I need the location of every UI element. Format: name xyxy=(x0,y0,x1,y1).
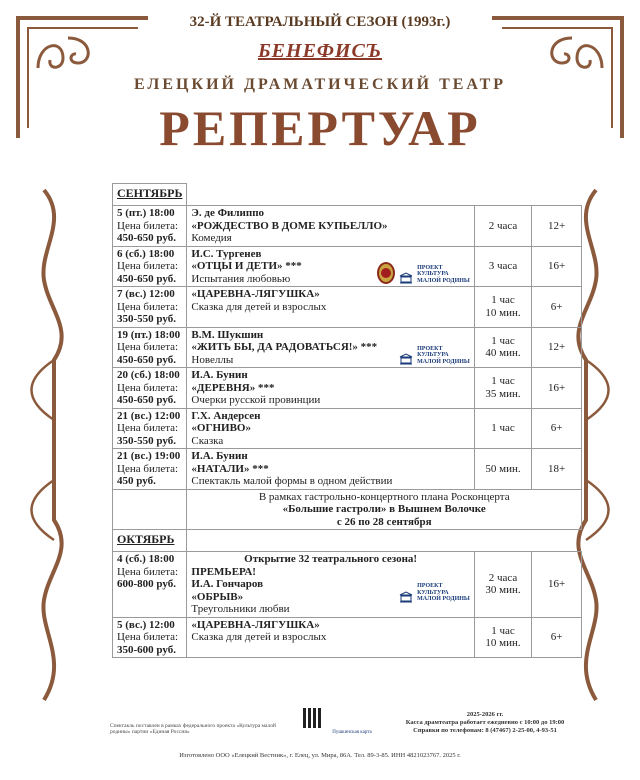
date-cell: 19 (пт.) 18:00 Цена билета: 450-650 руб. xyxy=(113,327,187,368)
date-cell: 20 (сб.) 18:00 Цена билета: 450-650 руб. xyxy=(113,368,187,409)
month-label-september: СЕНТЯБРЬ xyxy=(113,184,187,206)
season-heading: 32-Й ТЕАТРАЛЬНЫЙ СЕЗОН (1993г.) xyxy=(189,14,451,30)
date-cell: 5 (вс.) 12:00 Цена билета: 350-600 руб. xyxy=(113,617,187,658)
age-cell: 16+ xyxy=(532,246,582,287)
table-row xyxy=(113,408,582,449)
age-cell: 6+ xyxy=(532,408,582,449)
table-row xyxy=(113,368,582,409)
duration-cell: 2 часа xyxy=(474,206,531,247)
age-cell: 18+ xyxy=(532,449,582,490)
table-row xyxy=(113,287,582,328)
pushkin-card-note: Пушкинская карта xyxy=(332,730,372,735)
repertoire-table xyxy=(112,183,582,658)
table-row xyxy=(113,617,582,658)
date-cell: 21 (вс.) 19:00 Цена билета: 450 руб. xyxy=(113,449,187,490)
month-row-october xyxy=(113,530,582,552)
date-cell: 21 (вс.) 12:00 Цена билета: 350-550 руб. xyxy=(113,408,187,449)
tour-note: В рамках гастрольно-концертного плана Росконцерта «Большие гастроли» в Вышнем Волочке с 26 по 28 сентября xyxy=(187,489,582,530)
date-cell: 5 (пт.) 18:00 Цена билета: 450-650 руб. xyxy=(113,206,187,247)
footer-project-note: Спектакль поставлен в рамках федерального проекта «Культура малой родины» партии «Единая Россия» xyxy=(110,723,276,735)
project-logo: ПРОЕКТ КУЛЬТУРА МАЛОЙ РОДИНЫ xyxy=(399,583,470,603)
theatre-name: ЕЛЕЦКИЙ ДРАМАТИЧЕСКИЙ ТЕАТР xyxy=(133,76,507,93)
play-cell: В.М. Шукшин «ЖИТЬ БЫ, ДА РАДОВАТЬСЯ!» *** Новеллы ПРОЕКТ КУЛЬТУРА МАЛОЙ РОДИНЫ xyxy=(187,327,474,368)
date-cell: 4 (сб.) 18:00 Цена билета: 600-800 руб. xyxy=(113,552,187,618)
age-cell: 6+ xyxy=(532,287,582,328)
imprint: Изготовлено ООО «Елецкий Вестник», г. Елец, ул. Мира, 86А. Тел. 89-3-85. ИНН 4821023767. 2025 г. xyxy=(179,752,461,759)
duration-cell: 1 час 40 мин. xyxy=(474,327,531,368)
ornament-left-side xyxy=(14,180,104,710)
building-icon xyxy=(399,272,413,284)
age-cell: 16+ xyxy=(532,368,582,409)
play-cell: Открытие 32 театрального сезона! ПРЕМЬЕРА! И.А. Гончаров «ОБРЫВ» Треугольники любви ПРОЕКТ КУЛЬТУРА МАЛОЙ РОДИНЫ xyxy=(187,552,474,618)
brand-logo: БЕНЕФИСЪ xyxy=(257,40,383,62)
duration-cell: 1 час 10 мин. xyxy=(474,617,531,658)
play-cell: «ЦАРЕВНА-ЛЯГУШКА» Сказка для детей и взрослых xyxy=(187,287,474,328)
qr-code-icon xyxy=(303,708,323,728)
date-cell: 6 (сб.) 18:00 Цена билета: 450-650 руб. xyxy=(113,246,187,287)
play-cell: И.А. Бунин «ДЕРЕВНЯ» *** Очерки русской провинции xyxy=(187,368,474,409)
duration-cell: 1 час xyxy=(474,408,531,449)
duration-cell: 1 час 35 мин. xyxy=(474,368,531,409)
project-logo: ПРОЕКТ КУЛЬТУРА МАЛОЙ РОДИНЫ xyxy=(377,262,470,284)
table-row xyxy=(113,206,582,247)
page-title: РЕПЕРТУАР xyxy=(159,100,481,156)
box-office-info: 2025-2026 гг. Касса драмтеатра работает ежедневно с 10:00 до 19:00 Справки по телефонам: 8 (47467) 2-25-00, 4-93-51 xyxy=(405,711,565,734)
duration-cell: 2 часа 30 мин. xyxy=(474,552,531,618)
play-cell: Г.Х. Андерсен «ОГНИВО» Сказка xyxy=(187,408,474,449)
table-row xyxy=(113,327,582,368)
table-row xyxy=(113,552,582,618)
month-label-october: ОКТЯБРЬ xyxy=(113,530,187,552)
duration-cell: 1 час 10 мин. xyxy=(474,287,531,328)
theatre-mask-icon xyxy=(377,262,395,284)
duration-cell: 3 часа xyxy=(474,246,531,287)
age-cell: 12+ xyxy=(532,206,582,247)
age-cell: 12+ xyxy=(532,327,582,368)
project-logo: ПРОЕКТ КУЛЬТУРА МАЛОЙ РОДИНЫ xyxy=(399,346,470,366)
building-icon xyxy=(399,591,413,603)
play-cell: И.А. Бунин «НАТАЛИ» *** Спектакль малой формы в одном действии xyxy=(187,449,474,490)
date-cell: 7 (вс.) 12:00 Цена билета: 350-550 руб. xyxy=(113,287,187,328)
play-cell: Э. де Филиппо «РОЖДЕСТВО В ДОМЕ КУПЬЕЛЛО» Комедия xyxy=(187,206,474,247)
play-cell: «ЦАРЕВНА-ЛЯГУШКА» Сказка для детей и взрослых xyxy=(187,617,474,658)
building-icon xyxy=(399,353,413,365)
table-row xyxy=(113,449,582,490)
tour-note-row xyxy=(113,489,582,530)
month-row-september xyxy=(113,184,582,206)
duration-cell: 50 мин. xyxy=(474,449,531,490)
table-row xyxy=(113,246,582,287)
age-cell: 6+ xyxy=(532,617,582,658)
play-cell: И.С. Тургенев «ОТЦЫ И ДЕТИ» *** Испытания любовью ПРОЕКТ КУЛЬТУРА МАЛОЙ РОДИНЫ xyxy=(187,246,474,287)
age-cell: 16+ xyxy=(532,552,582,618)
